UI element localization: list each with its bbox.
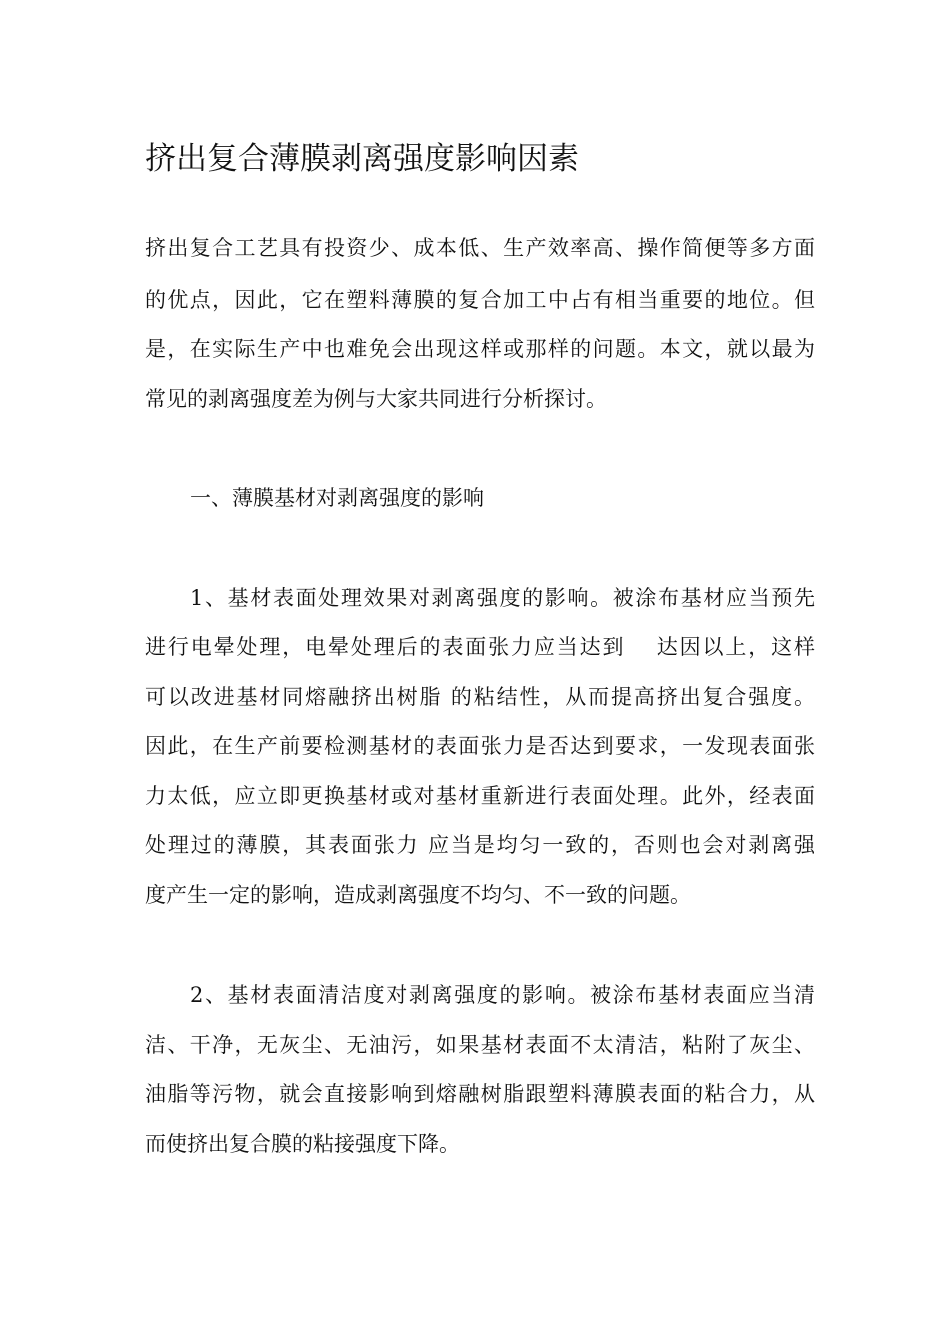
para1-line: 1、基材表面处理效果对剥离强度的影响。被涂布基材应当预先 (190, 586, 815, 610)
para2-line: 2、基材表面清洁度对剥离强度的影响。被涂布基材表面应当清 (190, 983, 815, 1007)
document-title: 挤出复合薄膜剥离强度影响因素 (145, 141, 579, 177)
section-heading: 一、薄膜基材对剥离强度的影响 (190, 486, 484, 510)
para1-line: 处理过的薄膜，其表面张力 应当是均匀一致的，否则也会对剥离强 (145, 833, 815, 857)
intro-line: 常见的剥离强度差为例与大家共同进行分析探讨。 (145, 387, 607, 411)
para1-line: 力太低，应立即更换基材或对基材重新进行表面处理。此外，经表面 (145, 784, 815, 808)
para1-line: 进行电晕处理，电晕处理后的表面张力应当达到 达因以上，这样 (145, 635, 815, 659)
para2-line: 洁、干净，无灰尘、无油污，如果基材表面不太清洁，粘附了灰尘、 (145, 1033, 815, 1057)
para2-line: 而使挤出复合膜的粘接强度下降。 (145, 1132, 460, 1156)
para1-line: 度产生一定的影响，造成剥离强度不均匀、不一致的问题。 (145, 883, 691, 907)
intro-line: 的优点，因此，它在塑料薄膜的复合加工中占有相当重要的地位。但 (145, 288, 815, 312)
intro-line: 挤出复合工艺具有投资少、成本低、生产效率高、操作简便等多方面 (145, 236, 815, 260)
para2-line: 油脂等污物，就会直接影响到熔融树脂跟塑料薄膜表面的粘合力，从 (145, 1082, 815, 1106)
intro-line: 是，在实际生产中也难免会出现这样或那样的问题。本文，就以最为 (145, 337, 815, 361)
para1-line: 可以改进基材同熔融挤出树脂 的粘结性，从而提高挤出复合强度。 (145, 685, 815, 709)
para1-line: 因此，在生产前要检测基材的表面张力是否达到要求，一发现表面张 (145, 734, 815, 758)
